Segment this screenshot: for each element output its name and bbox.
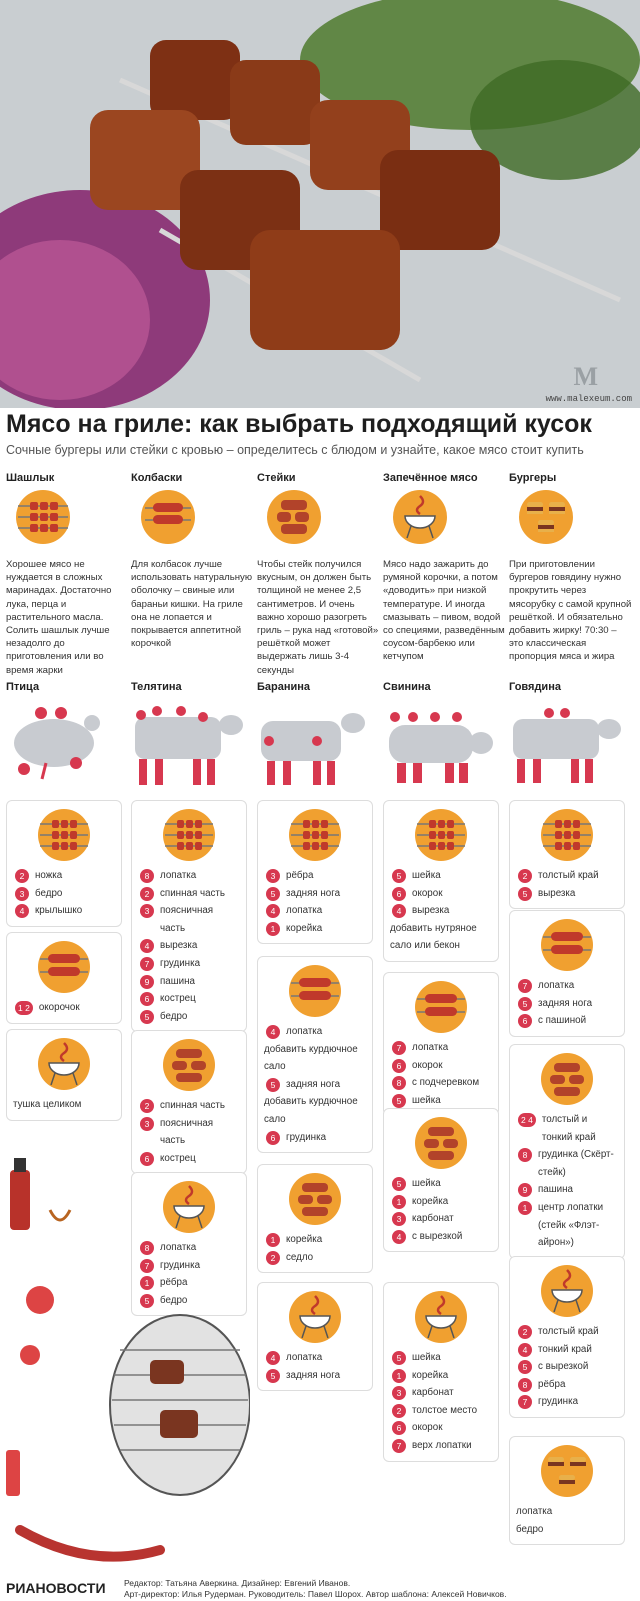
cut-item <box>264 1093 366 1128</box>
cut-item <box>390 1402 492 1420</box>
cut-label: кострец <box>160 1152 196 1164</box>
cut-label: корейка <box>286 922 323 934</box>
cut-number-badge: 4 <box>15 904 29 918</box>
animal-svinina <box>383 681 507 789</box>
cut-label: с вырезкой <box>538 1361 589 1373</box>
cut-number-badge: 1 <box>392 1369 406 1383</box>
cut-label: толстый край <box>538 1326 599 1337</box>
cut-number-badge: 9 <box>140 975 154 989</box>
cut-number-badge: 7 <box>140 1259 154 1273</box>
grill-icon <box>38 1038 90 1090</box>
cut-item <box>516 1111 618 1146</box>
cut-number-badge: 8 <box>140 1241 154 1255</box>
cut-label: поясничная часть <box>160 905 214 934</box>
method-card-svinina <box>383 972 499 1116</box>
cut-number-badge: 7 <box>518 979 532 993</box>
burgers-icon <box>541 1445 593 1497</box>
cut-list <box>264 1023 366 1146</box>
cut-item <box>516 1181 618 1199</box>
cut-item <box>138 867 240 885</box>
cut-item <box>138 1097 240 1115</box>
cut-number-badge: 7 <box>140 957 154 971</box>
cut-item <box>13 1096 115 1114</box>
chicken-icon <box>6 701 116 781</box>
skewers-icon <box>163 809 215 861</box>
cut-number-badge: 2 <box>140 887 154 901</box>
cut-number-badge: 6 <box>392 1059 406 1073</box>
cut-item <box>264 885 366 903</box>
cut-list <box>13 1096 115 1114</box>
cut-label: добавить курдючное сало <box>264 1043 358 1073</box>
cut-label: лопатка <box>516 1506 553 1517</box>
cut-item <box>138 902 240 937</box>
cut-number-badge: 1 <box>518 1201 532 1215</box>
cut-label: пашина <box>538 1184 573 1196</box>
cut-label: ножка <box>35 870 63 881</box>
cut-item <box>264 867 366 885</box>
cut-item <box>264 1023 366 1041</box>
cut-label: тонкий край <box>538 1343 592 1355</box>
cut-label: вырезка <box>538 887 576 899</box>
cut-label: с подчеревком <box>412 1077 480 1089</box>
kebab-photo <box>0 0 640 408</box>
method-card-ptitsa <box>6 932 122 1024</box>
cut-number-badge: 7 <box>392 1439 406 1453</box>
category-title: Шашлык <box>6 472 55 484</box>
cut-label: шейка <box>412 870 441 881</box>
cut-label: окорочок <box>38 1002 80 1013</box>
cut-number-badge: 3 <box>15 887 29 901</box>
cut-label: толстый и тонкий край <box>541 1114 596 1143</box>
method-card-govyadina <box>509 1044 625 1259</box>
cut-label: кострец <box>160 993 196 1005</box>
cut-item <box>516 1521 618 1539</box>
cut-label: окорок <box>412 887 443 899</box>
skewers-icon <box>38 809 90 861</box>
cut-label: корейка <box>412 1369 449 1381</box>
cut-label: задняя нога <box>286 1369 341 1381</box>
cut-label: лопатка <box>412 1042 449 1053</box>
cut-number-badge: 2 <box>266 1251 280 1265</box>
cut-label: вырезка <box>412 905 450 917</box>
cut-number-badge: 3 <box>140 1117 154 1131</box>
cut-item <box>138 1008 240 1026</box>
category-title: Колбаски <box>131 472 183 484</box>
cut-label: карбонат <box>412 1387 454 1399</box>
cut-number-badge: 6 <box>140 1152 154 1166</box>
cut-item <box>390 1228 492 1246</box>
cut-label: корейка <box>286 1234 323 1245</box>
cut-label: корейка <box>412 1195 449 1207</box>
cut-item <box>390 1057 492 1075</box>
category-text: Хорошее мясо не нуждается в сложных маринадах. Достаточно лука, перца и растительного масла. Солить шашлык лучше незадолго до приготовления или во время жарки <box>6 559 112 676</box>
credits <box>124 1578 507 1600</box>
cut-number-badge: 8 <box>518 1148 532 1162</box>
cut-number-badge: 8 <box>140 869 154 883</box>
cut-list <box>138 867 240 1025</box>
cut-label: толстое место <box>412 1404 478 1416</box>
category-title: Стейки <box>257 472 296 484</box>
animal-title: Баранина <box>257 681 311 693</box>
sausages-icon <box>415 981 467 1033</box>
cut-number-badge: 5 <box>266 1078 280 1092</box>
cut-list <box>390 1175 492 1245</box>
cut-item <box>390 1419 492 1437</box>
cut-item <box>390 1092 492 1110</box>
method-card-govyadina <box>509 1436 625 1545</box>
cut-item <box>138 973 240 991</box>
cut-label: с вырезкой <box>412 1230 463 1242</box>
cut-label: шейка <box>412 1094 441 1106</box>
cut-number-badge: 3 <box>392 1386 406 1400</box>
cut-number-badge: 7 <box>518 1395 532 1409</box>
skewers-icon <box>415 809 467 861</box>
category-title: Запечённое мясо <box>383 472 478 484</box>
cut-label: грудинка (Скёрт-стейк) <box>538 1149 614 1178</box>
cut-number-badge: 4 <box>266 904 280 918</box>
animal-title: Телятина <box>131 681 182 693</box>
cut-label: верх лопатки <box>412 1439 472 1451</box>
category-shashlyk <box>6 472 130 677</box>
cut-item <box>264 1249 366 1267</box>
cut-item <box>390 1384 492 1402</box>
sausages-icon <box>289 965 341 1017</box>
cut-label: поясничная часть <box>160 1117 214 1147</box>
cut-list <box>516 1323 618 1411</box>
grill-icon <box>289 1291 341 1343</box>
cut-number-badge: 5 <box>266 887 280 901</box>
cut-item <box>390 1367 492 1385</box>
steaks-icon <box>415 1117 467 1169</box>
animal-ptitsa <box>6 681 130 781</box>
cut-number-badge: 3 <box>266 869 280 883</box>
grill-icon <box>415 1291 467 1343</box>
cut-number-badge: 1 <box>140 1276 154 1290</box>
cut-number-badge: 5 <box>266 1369 280 1383</box>
cut-item <box>138 885 240 903</box>
cut-label: бедро <box>160 1294 188 1306</box>
cut-label: рёбра <box>286 870 314 881</box>
cut-label: задняя нога <box>286 1078 341 1090</box>
burgers-icon <box>519 490 573 544</box>
cut-list <box>516 1111 618 1252</box>
cut-label: центр лопатки (стейк «Флэт-айрон») <box>538 1201 604 1249</box>
cut-item <box>390 1193 492 1211</box>
cut-number-badge: 2 <box>15 869 29 883</box>
cut-item <box>264 1041 366 1076</box>
cut-number-badge: 5 <box>392 1177 406 1191</box>
credits-line-1: Редактор: Татьяна Аверкина. Дизайнер: Евгений Иванов. <box>124 1578 351 1588</box>
cut-number-badge: 5 <box>392 869 406 883</box>
method-card-svinina <box>383 800 499 962</box>
cut-item <box>516 1012 618 1030</box>
category-steiki <box>257 472 381 677</box>
cut-label: задняя нога <box>286 887 341 899</box>
method-card-ptitsa <box>6 800 122 927</box>
cut-label: шейка <box>412 1178 441 1189</box>
cut-number-badge: 5 <box>140 1010 154 1024</box>
credits-line-2: Арт-директор: Илья Рудерман. Руководитель: Павел Шорох. Автор шаблона: Алексей Новичков. <box>124 1589 507 1599</box>
method-card-svinina <box>383 1282 499 1462</box>
method-card-baranina <box>257 800 373 944</box>
cut-number-badge: 5 <box>140 1294 154 1308</box>
category-text: Чтобы стейк получился вкусным, он должен быть толщиной не менее 2,5 сантиметров. И очень важно хорошо разогреть гриль – рука над «готовой» решёткой может выдержать лишь 3-4 секунды <box>257 559 379 676</box>
cut-label: тушка целиком <box>13 1099 82 1110</box>
cut-item <box>390 1210 492 1228</box>
cut-label: спинная часть <box>160 887 226 899</box>
cut-label: лопатка <box>538 980 575 991</box>
cut-label: добавить нутряное сало или бекон <box>390 922 477 952</box>
cut-number-badge: 8 <box>392 1076 406 1090</box>
cut-item <box>516 977 618 995</box>
cut-label: окорок <box>412 1059 443 1071</box>
cut-label: карбонат <box>412 1213 454 1225</box>
animal-baranina <box>257 681 381 789</box>
cut-number-badge: 6 <box>266 1131 280 1145</box>
cut-item <box>13 885 115 903</box>
category-title: Бургеры <box>509 472 557 484</box>
method-card-baranina <box>257 956 373 1153</box>
method-card-govyadina <box>509 800 625 909</box>
cut-label: бедро <box>160 1010 188 1022</box>
category-text: Мясо надо зажарить до румяной корочки, а потом «доводить» при низкой температуре. И иногда смазывать – пивом, водой со специями, разведённым соусом-барбекю или кетчупом <box>383 559 505 663</box>
cut-list <box>13 999 115 1017</box>
watermark-logo: M <box>573 362 598 391</box>
method-card-govyadina <box>509 1256 625 1418</box>
cut-number-badge: 5 <box>392 1094 406 1108</box>
cut-label: грудинка <box>538 1396 579 1408</box>
cut-list <box>516 1503 618 1538</box>
pig-icon <box>383 701 497 789</box>
category-zapechennoe <box>383 472 507 664</box>
footer <box>0 1578 640 1601</box>
cut-label: грудинка <box>160 957 201 969</box>
cut-number-badge: 4 <box>266 1025 280 1039</box>
cut-item <box>13 867 115 885</box>
cut-number-badge: 1 <box>266 922 280 936</box>
cut-label: окорок <box>412 1422 443 1434</box>
cut-label: грудинка <box>286 1131 327 1143</box>
cut-item <box>390 1039 492 1057</box>
cut-label: с пашиной <box>538 1015 587 1027</box>
cut-number-badge: 2 <box>518 1325 532 1339</box>
cut-item <box>138 990 240 1008</box>
animal-title: Свинина <box>383 681 431 693</box>
cut-item <box>264 902 366 920</box>
skewers-icon <box>16 490 70 544</box>
cut-label: лопатка <box>160 1242 197 1253</box>
calf-icon <box>131 701 245 789</box>
cut-label: толстый край <box>538 870 599 881</box>
cut-number-badge: 4 <box>140 939 154 953</box>
cut-label: лопатка <box>160 870 197 881</box>
cut-label: грудинка <box>160 1259 201 1271</box>
cut-item <box>516 1503 618 1521</box>
cut-number-badge: 1 <box>392 1195 406 1209</box>
cut-label: задняя нога <box>538 997 593 1009</box>
cut-number-badge: 5 <box>392 1351 406 1365</box>
method-card-svinina <box>383 1108 499 1252</box>
animal-title: Говядина <box>509 681 561 693</box>
cut-item <box>264 1367 366 1385</box>
cut-item <box>516 1376 618 1394</box>
cut-number-badge: 2 <box>140 1099 154 1113</box>
cut-label: рёбра <box>160 1277 188 1289</box>
cut-label: лопатка <box>286 905 323 917</box>
steaks-icon <box>289 1173 341 1225</box>
skewers-icon <box>289 809 341 861</box>
cut-number-badge: 4 <box>392 1230 406 1244</box>
sausages-icon <box>141 490 195 544</box>
cut-number-badge: 6 <box>140 992 154 1006</box>
cut-item <box>264 1349 366 1367</box>
cut-item <box>390 1437 492 1455</box>
grill-icon <box>541 1265 593 1317</box>
cut-item <box>516 885 618 903</box>
grill-icon <box>393 490 447 544</box>
cut-label: шейка <box>412 1352 441 1363</box>
cut-label: крылышко <box>35 905 83 917</box>
cut-item <box>264 1129 366 1147</box>
method-card-govyadina <box>509 910 625 1037</box>
steaks-icon <box>267 490 321 544</box>
cut-list <box>516 867 618 902</box>
method-card-ptitsa <box>6 1029 122 1121</box>
cut-number-badge: 7 <box>392 1041 406 1055</box>
cut-item <box>390 1175 492 1193</box>
cut-number-badge: 2 4 <box>518 1113 536 1127</box>
cut-item <box>390 920 492 955</box>
ria-logo: РИАНОВОСТИ <box>6 1580 106 1596</box>
cut-item <box>138 1115 240 1150</box>
cow-icon <box>509 701 623 789</box>
watermark: www.malexeum.com <box>545 394 632 404</box>
cut-number-badge: 2 <box>392 1404 406 1418</box>
cut-number-badge: 3 <box>140 904 154 918</box>
cut-label: лопатка <box>286 1026 323 1037</box>
cut-number-badge: 1 2 <box>15 1001 33 1015</box>
cut-number-badge: 5 <box>518 1360 532 1374</box>
lamb-icon <box>257 701 371 789</box>
cut-item <box>516 1358 618 1376</box>
cut-number-badge: 3 <box>392 1212 406 1226</box>
header-photo <box>0 0 640 408</box>
sausages-icon <box>541 919 593 971</box>
cut-item <box>264 920 366 938</box>
cut-label: рёбра <box>538 1378 566 1390</box>
cut-item <box>516 1199 618 1252</box>
cut-label: лопатка <box>286 1352 323 1363</box>
cut-number-badge: 6 <box>392 1421 406 1435</box>
cut-number-badge: 6 <box>518 1014 532 1028</box>
cut-number-badge: 4 <box>518 1343 532 1357</box>
cut-list <box>390 867 492 955</box>
cut-number-badge: 5 <box>518 997 532 1011</box>
cut-list <box>264 1349 366 1384</box>
cut-number-badge: 9 <box>518 1183 532 1197</box>
cut-item <box>516 995 618 1013</box>
cut-item <box>13 902 115 920</box>
steaks-icon <box>541 1053 593 1105</box>
cut-item <box>264 1076 366 1094</box>
cut-label: вырезка <box>160 940 198 952</box>
cut-list <box>390 1349 492 1455</box>
cut-item <box>138 937 240 955</box>
cut-item <box>390 885 492 903</box>
cut-number-badge: 5 <box>518 887 532 901</box>
category-burgery <box>509 472 633 664</box>
cut-label: спинная часть <box>160 1100 226 1111</box>
animal-title: Птица <box>6 681 40 693</box>
cut-item <box>390 1349 492 1367</box>
cut-list <box>13 867 115 920</box>
animal-telyatina <box>131 681 255 789</box>
cut-item <box>390 1074 492 1092</box>
cut-number-badge: 2 <box>518 869 532 883</box>
cut-item <box>13 999 115 1017</box>
cut-list <box>390 1039 492 1109</box>
skewers-icon <box>541 809 593 861</box>
cut-number-badge: 8 <box>518 1378 532 1392</box>
category-text: При приготовлении бургеров говядину нужно прокрутить через мясорубку с самой крупной решёткой. И обязательно добавить жирку! 70:30 – это классическая пропорция мяса и жира <box>509 559 632 663</box>
steaks-icon <box>163 1039 215 1091</box>
cut-item <box>390 902 492 920</box>
method-card-baranina <box>257 1164 373 1273</box>
cut-item <box>516 1146 618 1181</box>
method-card-telyatina <box>131 800 247 1032</box>
grill-illustration <box>0 1150 250 1600</box>
cut-number-badge: 4 <box>392 904 406 918</box>
cut-list <box>264 867 366 937</box>
cut-item <box>516 867 618 885</box>
cut-label: пашина <box>160 975 195 987</box>
category-kolbaski <box>131 472 255 650</box>
cut-label: добавить курдючное сало <box>264 1096 358 1125</box>
cut-item <box>516 1393 618 1411</box>
cut-list <box>264 1231 366 1266</box>
cut-list <box>516 977 618 1030</box>
cut-item <box>516 1323 618 1341</box>
cut-number-badge: 4 <box>266 1351 280 1365</box>
page-title: Мясо на гриле: как выбрать подходящий кусок <box>6 410 592 438</box>
cut-item <box>390 867 492 885</box>
cut-label: седло <box>286 1251 314 1263</box>
animal-govyadina <box>509 681 633 789</box>
cut-item <box>264 1231 366 1249</box>
cut-label: бедро <box>516 1523 544 1535</box>
page-subtitle: Сочные бургеры или стейки с кровью – определитесь с блюдом и узнайте, какое мясо стоит купить <box>6 443 584 457</box>
cut-number-badge: 6 <box>392 887 406 901</box>
method-card-baranina <box>257 1282 373 1391</box>
cut-number-badge: 1 <box>266 1233 280 1247</box>
cut-item <box>138 955 240 973</box>
cut-label: бедро <box>35 887 63 899</box>
category-text: Для колбасок лучше использовать натуральную оболочку – свиные или бараньи кишки. На гриле она не лопается и покрывается аппетитной корочкой <box>131 559 253 650</box>
cut-item <box>516 1341 618 1359</box>
sausages-icon <box>38 941 90 993</box>
